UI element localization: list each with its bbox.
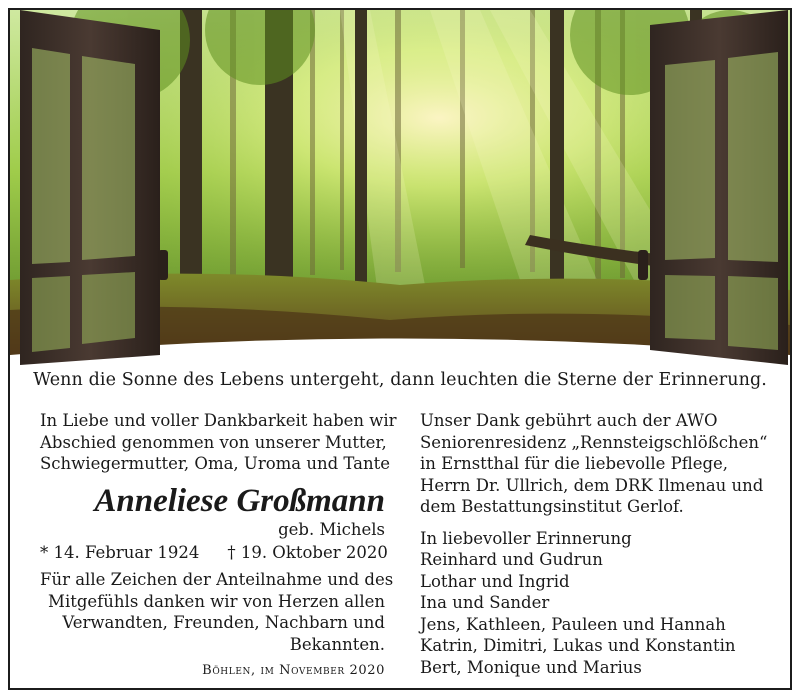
gratitude-line: Herrn Dr. Ullrich, dem DRK Ilmenau und	[420, 475, 764, 495]
thanks-line: Für alle Zeichen der Anteilnahme und des	[40, 570, 394, 589]
mourner-line: Lothar und Ingrid	[420, 571, 570, 591]
motto: Wenn die Sonne des Lebens untergeht, dann leuchten die Sterne der Erinnerung.	[33, 370, 767, 390]
intro-line: Schwiegermutter, Oma, Uroma und Tante	[40, 454, 391, 473]
gratitude-line: dem Bestattungsinstitut Gerlof.	[420, 497, 684, 516]
gratitude-line: Unser Dank gebührt auch der AWO	[420, 411, 718, 430]
birth-name: geb. Michels	[278, 519, 385, 539]
thanks-block	[40, 569, 394, 655]
place-date: Böhlen, im November 2020	[202, 663, 385, 678]
thanks-line: Verwandten, Freunden, Nachbarn und	[62, 613, 385, 632]
life-dates	[40, 542, 388, 564]
gratitude-line: Seniorenresidenz „Rennsteigschlößchen“	[420, 432, 768, 452]
left-column	[40, 410, 397, 655]
forest-window-photo	[10, 10, 790, 370]
mourner-line: Ina und Sander	[420, 593, 550, 612]
mourner-line: Reinhard und Gudrun	[420, 550, 603, 569]
gratitude-line: in Ernstthal für die liebevolle Pflege,	[420, 454, 729, 473]
right-column	[420, 410, 780, 678]
deceased-name: Anneliese Großmann	[94, 482, 385, 519]
mourner-line: Bert, Monique und Marius	[420, 657, 642, 677]
mourner-line: Jens, Kathleen, Pauleen und Hannah	[420, 614, 726, 634]
birth-date: * 14. Februar 1924	[40, 542, 200, 562]
obituary-notice	[8, 8, 792, 690]
thanks-line: Bekannten.	[289, 634, 385, 654]
intro-line: Abschied genommen von unserer Mutter,	[40, 432, 387, 452]
remembrance-heading: In liebevoller Erinnerung	[420, 528, 632, 548]
thanks-line: Mitgefühls danken wir von Herzen allen	[48, 591, 385, 611]
mourner-line: Katrin, Dimitri, Lukas und Konstantin	[420, 636, 736, 655]
death-date: † 19. Oktober 2020	[227, 542, 388, 562]
intro-line: In Liebe und voller Dankbarkeit haben wir	[40, 411, 397, 430]
